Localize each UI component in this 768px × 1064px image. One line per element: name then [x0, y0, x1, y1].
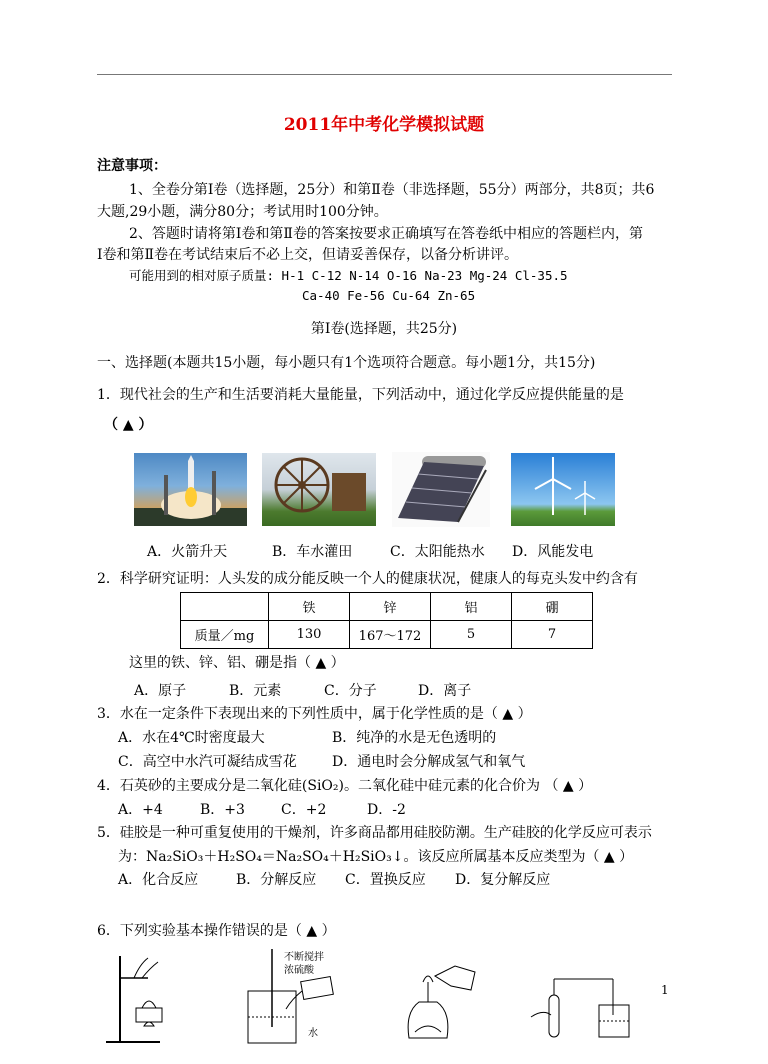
option: D．复分解反应: [455, 872, 551, 888]
option: B．车水灌田: [272, 544, 353, 560]
question-stem: 4．石英砂的主要成分是二氧化硅(SiO₂)。二氧化硅中硅元素的化合价为 （ ▲ ）: [97, 778, 593, 794]
atomic-masses: 可能用到的相对原子质量: H-1 C-12 N-14 O-16 Na-23 Mg-24 Cl-35.5: [129, 268, 568, 283]
option: C．置换反应: [345, 872, 426, 888]
option: A．+4: [118, 802, 163, 818]
table-cell: 7: [512, 621, 593, 649]
option: B．分解反应: [236, 872, 317, 888]
option: C．太阳能热水: [390, 544, 485, 560]
option: B．元素: [229, 683, 282, 699]
gas-collection-diagram: [525, 965, 635, 1040]
diagram-label-stir: 不断搅拌: [284, 952, 324, 963]
lamp-lighting-diagram: [395, 960, 490, 1040]
table-cell: 铝: [431, 593, 512, 621]
question-stem: 1．现代社会的生产和生活要消耗大量能量，下列活动中，通过化学反应提供能量的是: [97, 387, 624, 403]
option: B．+3: [200, 802, 245, 818]
hair-element-table: [180, 592, 593, 649]
diagram-label-acid: 浓硫酸: [284, 965, 314, 976]
question-stem: 5．硅胶是一种可重复使用的干燥剂，许多商品都用硅胶防潮。生产硅胶的化学反应可表示: [97, 825, 652, 841]
page-title: 2011年中考化学模拟试题: [283, 115, 485, 135]
notice-line: 大题,29小题，满分80分；考试用时100分钟。: [97, 204, 388, 220]
option: B．纯净的水是无色透明的: [332, 730, 497, 746]
option: C．+2: [281, 802, 327, 818]
diagram-label-water: 水: [308, 1028, 318, 1039]
option: A．火箭升天: [147, 544, 228, 560]
question-followup: 这里的铁、锌、铝、硼是指（ ▲ ）: [129, 655, 345, 671]
table-cell: 167～172: [350, 621, 431, 649]
option: D．-2: [367, 802, 406, 818]
atomic-masses: Ca-40 Fe-56 Cu-64 Zn-65: [302, 288, 476, 303]
waterwheel-image: [262, 453, 376, 526]
option: A．原子: [134, 683, 187, 699]
table-cell: 硼: [512, 593, 593, 621]
option: D．风能发电: [512, 544, 594, 560]
question-stem: 6．下列实验基本操作错误的是（ ▲ ）: [97, 923, 336, 939]
question-stem: 2．科学研究证明：人头发的成分能反映一个人的健康状况，健康人的每克头发中约含有: [97, 571, 638, 587]
notice-line: 1、全卷分第Ⅰ卷（选择题，25分）和第Ⅱ卷（非选择题，55分）两部分，共8页；共6: [129, 182, 655, 198]
part-heading: 一、选择题(本题共15小题，每小题只有1个选项符合题意。每小题1分，共15分): [97, 355, 596, 371]
header-rule: [97, 74, 672, 75]
solar-water-heater-image: [392, 452, 490, 527]
table-row: [181, 621, 593, 649]
page-number: 1: [661, 983, 669, 997]
option: A．水在4℃时密度最大: [118, 730, 265, 746]
notice-line: 2、答题时请将第Ⅰ卷和第Ⅱ卷的答案按要求正确填写在答卷纸中相应的答题栏内，第: [129, 226, 643, 242]
option: D．离子: [418, 683, 472, 699]
heating-apparatus-diagram: [100, 950, 180, 1045]
option: A．化合反应: [118, 872, 199, 888]
notice-line: Ⅰ卷和第Ⅱ卷在考试结束后不必上交，但请妥善保存，以备分析讲评。: [97, 247, 519, 263]
table-cell: 铁: [269, 593, 350, 621]
notice-heading: 注意事项：: [97, 158, 167, 174]
table-row: [181, 593, 593, 621]
chemical-equation: 为：Na₂SiO₃＋H₂SO₄＝Na₂SO₄＋H₂SiO₃↓。该反应所属基本反应类型为（ ▲ ）: [118, 849, 634, 865]
table-cell: 质量／mg: [181, 621, 269, 649]
wind-turbine-image: [511, 453, 615, 526]
answer-blank: （ ▲ ）: [104, 417, 153, 433]
table-cell: 锌: [350, 593, 431, 621]
question-stem: 3．水在一定条件下表现出来的下列性质中，属于化学性质的是（ ▲ ）: [97, 706, 532, 722]
option: C．分子: [324, 683, 377, 699]
option: D．通电时会分解成氢气和氧气: [332, 754, 526, 770]
table-cell: 5: [431, 621, 512, 649]
table-cell: 130: [269, 621, 350, 649]
table-cell: [181, 593, 269, 621]
option: C．高空中水汽可凝结成雪花: [118, 754, 297, 770]
rocket-launch-image: [134, 453, 247, 526]
section-title: 第Ⅰ卷(选择题，共25分): [310, 321, 458, 337]
